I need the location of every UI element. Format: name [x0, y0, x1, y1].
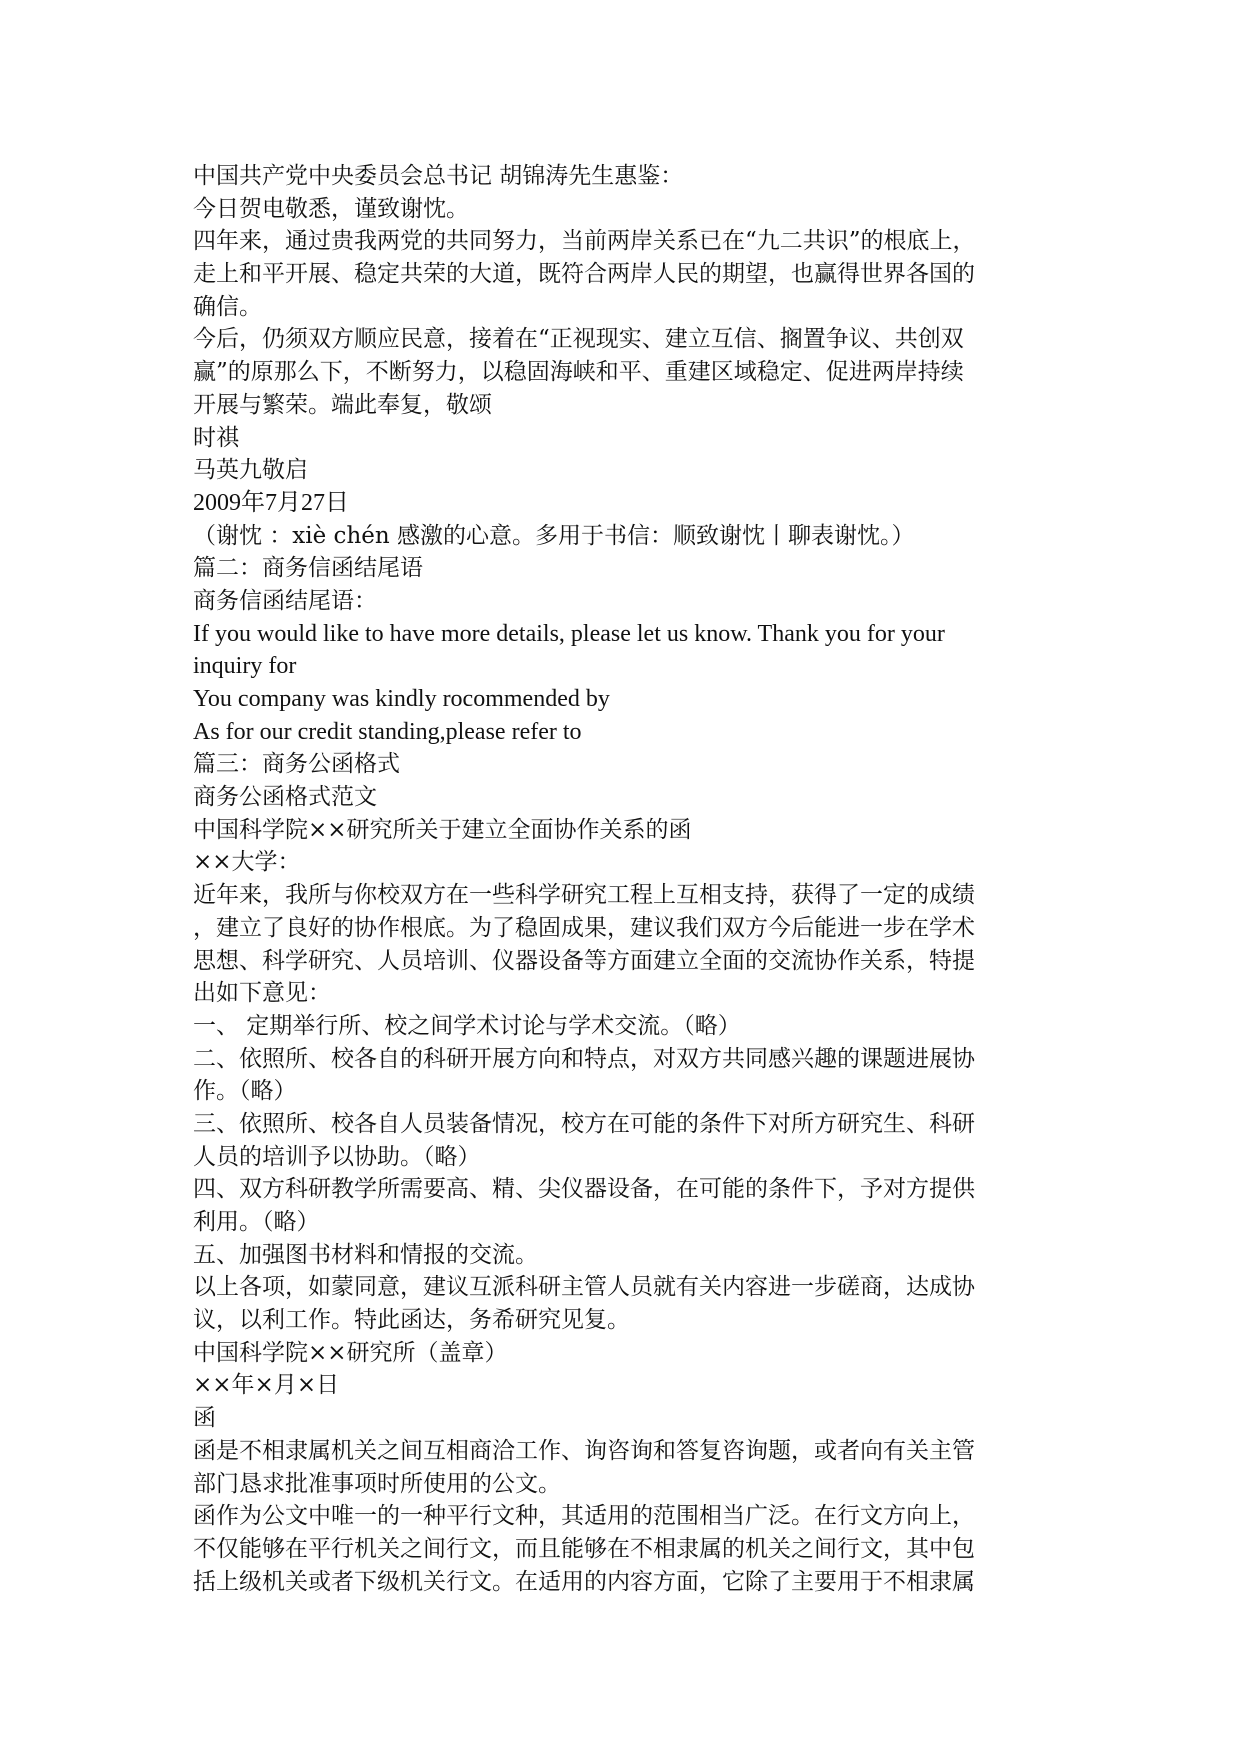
- text-line: 四年来，通过贵我两党的共同努力，当前两岸关系已在“九二共识”的根底上，: [193, 228, 976, 255]
- text-line: 确信。: [193, 293, 262, 320]
- text-line: 议，以利工作。特此函达，务希研究见复。: [193, 1307, 630, 1334]
- note-line: （谢忱 ：xiè chén 感激的心意。多用于书信：顺致谢忱丨聊表谢忱。）: [193, 522, 915, 549]
- letter-title: 中国科学院××研究所关于建立全面协作关系的函: [193, 816, 692, 843]
- list-item: 四、双方科研教学所需要高、精、尖仪器设备，在可能的条件下，予对方提供: [193, 1176, 975, 1203]
- text-line: 部门恳求批准事项时所使用的公文。: [193, 1470, 561, 1497]
- document-body: [193, 160, 1053, 1598]
- list-item: 一、 定期举行所、校之间学术讨论与学术交流。（略）: [193, 1012, 741, 1039]
- section-heading: 函: [193, 1405, 216, 1432]
- text-line: 商务信函结尾语：: [193, 587, 377, 614]
- date-line: 2009年7月27日: [193, 489, 349, 516]
- english-line: inquiry for: [193, 653, 297, 680]
- english-line: If you would like to have more details, please let us know. Thank you for your: [193, 620, 945, 647]
- signature-line: 马英九敬启: [193, 457, 308, 484]
- text-line: 函是不相隶属机关之间互相商洽工作、询咨询和答复咨询题，或者向有关主管: [193, 1437, 975, 1464]
- section-heading: 篇二：商务信函结尾语: [193, 555, 423, 582]
- text-line: 走上和平开展、稳定共荣的大道，既符合两岸人民的期望，也赢得世界各国的: [193, 261, 975, 288]
- text-line: 人员的培训予以协助。（略）: [193, 1143, 481, 1170]
- text-line: 以上各项，如蒙同意，建议互派科研主管人员就有关内容进一步磋商，达成协: [193, 1274, 975, 1301]
- text-line: 商务公函格式范文: [193, 784, 377, 811]
- text-line: 利用。（略）: [193, 1209, 320, 1235]
- text-line: 出如下意见：: [193, 980, 331, 1007]
- signature-line: 中国科学院××研究所（盖章）: [193, 1339, 508, 1366]
- english-line: As for our credit standing,please refer to: [193, 718, 582, 745]
- text-line: 函作为公文中唯一的一种平行文种，其适用的范围相当广泛。在行文方向上，: [193, 1503, 975, 1530]
- salutation-line: 中国共产党中央委员会总书记 胡锦涛先生惠鉴：: [193, 163, 684, 189]
- text-line: 不仅能够在平行机关之间行文，而且能够在不相隶属的机关之间行文，其中包: [193, 1535, 975, 1562]
- closing-line: 时祺: [193, 424, 239, 451]
- text-line: 近年来，我所与你校双方在一些科学研究工程上互相支持，获得了一定的成绩: [193, 882, 975, 909]
- text-line: 括上级机关或者下级机关行文。在适用的内容方面，它除了主要用于不相隶属: [193, 1568, 975, 1595]
- section-heading: 篇三：商务公函格式: [193, 751, 400, 778]
- list-item: 三、依照所、校各自人员装备情况，校方在可能的条件下对所方研究生、科研: [193, 1110, 975, 1137]
- list-item: 二、依照所、校各自的科研开展方向和特点，对双方共同感兴趣的课题进展协: [193, 1045, 975, 1072]
- text-line: 作。（略）: [193, 1078, 297, 1105]
- recipient-line: ××大学：: [193, 849, 301, 876]
- text-line: 开展与繁荣。端此奉复，敬颂: [193, 391, 492, 418]
- date-line: ××年×月×日: [193, 1372, 340, 1399]
- english-line: You company was kindly rocommended by: [193, 686, 610, 712]
- text-line: 思想、科学研究、人员培训、仪器设备等方面建立全面的交流协作关系，特提: [193, 947, 975, 974]
- text-line: 今日贺电敬悉，谨致谢忱。: [193, 195, 469, 222]
- list-item: 五、加强图书材料和情报的交流。: [193, 1241, 538, 1268]
- text-line: 赢”的原那么下，不断努力，以稳固海峡和平、重建区域稳定、促进两岸持续: [193, 359, 964, 386]
- text-line: 今后，仍须双方顺应民意，接着在“正视现实、建立互信、搁置争议、共创双: [193, 326, 964, 353]
- text-line: ，建立了良好的协作根底。为了稳固成果，建议我们双方今后能进一步在学术: [193, 914, 975, 941]
